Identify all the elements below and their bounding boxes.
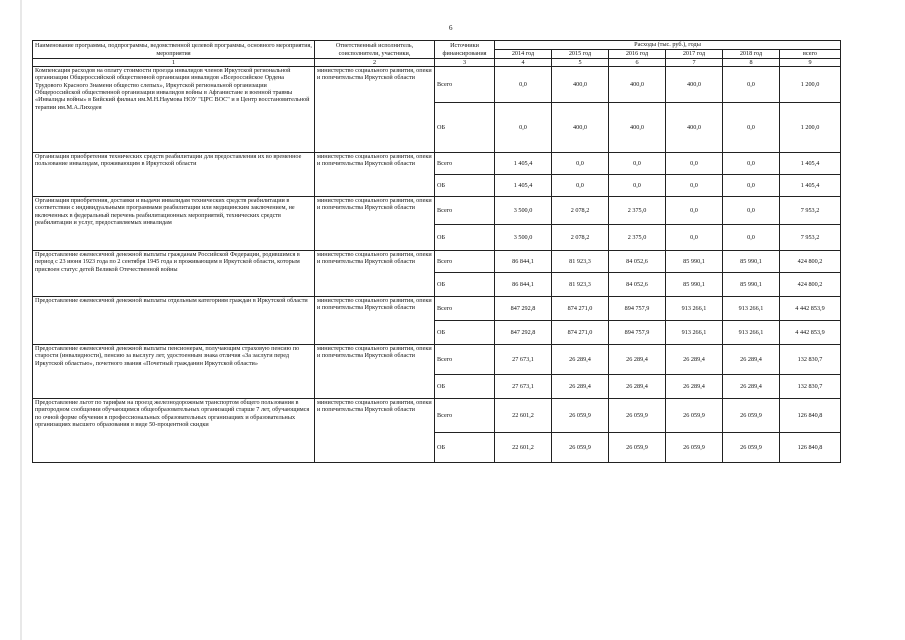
funding-source: ОБ bbox=[435, 321, 495, 345]
expense-value: 85 990,1 bbox=[666, 251, 723, 273]
funding-source: ОБ bbox=[435, 273, 495, 297]
funding-source: ОБ bbox=[435, 103, 495, 153]
funding-source: Всего bbox=[435, 197, 495, 225]
col-number: 4 bbox=[495, 59, 552, 67]
expense-value: 26 059,9 bbox=[723, 433, 780, 463]
expense-value: 400,0 bbox=[666, 103, 723, 153]
expense-value: 0,0 bbox=[666, 197, 723, 225]
responsible-executor: министерство социального развития, опеки и попечительства Иркутской области bbox=[315, 67, 435, 153]
funding-source: Всего bbox=[435, 297, 495, 321]
expense-value: 1 405,4 bbox=[780, 153, 841, 175]
expense-value: 400,0 bbox=[666, 67, 723, 103]
funding-source: ОБ bbox=[435, 375, 495, 399]
expense-value: 0,0 bbox=[723, 197, 780, 225]
expense-value: 26 059,9 bbox=[666, 399, 723, 433]
expense-value: 4 442 853,9 bbox=[780, 297, 841, 321]
expense-value: 85 990,1 bbox=[723, 273, 780, 297]
table-row bbox=[33, 251, 841, 273]
col-number: 3 bbox=[435, 59, 495, 67]
expense-value: 26 059,9 bbox=[666, 433, 723, 463]
expense-value: 894 757,9 bbox=[609, 321, 666, 345]
expense-value: 3 500,0 bbox=[495, 225, 552, 251]
expense-value: 132 830,7 bbox=[780, 345, 841, 375]
col-number: 6 bbox=[609, 59, 666, 67]
expense-value: 0,0 bbox=[666, 175, 723, 197]
expense-value: 84 052,6 bbox=[609, 251, 666, 273]
year-2016: 2016 год bbox=[609, 50, 666, 59]
column-numbers-row bbox=[33, 59, 841, 67]
year-total: всего bbox=[780, 50, 841, 59]
page-number: 6 bbox=[449, 24, 453, 32]
funding-source: ОБ bbox=[435, 225, 495, 251]
header-responsible: Ответственный исполнитель, соисполнители, участники, bbox=[315, 41, 435, 59]
expense-value: 0,0 bbox=[723, 67, 780, 103]
expense-value: 847 292,8 bbox=[495, 297, 552, 321]
header-name: Наименование программы, подпрограммы, ведомственной целевой программы, основного мероприятия, мероприятия bbox=[33, 41, 315, 59]
expense-value: 400,0 bbox=[552, 67, 609, 103]
col-number: 1 bbox=[33, 59, 315, 67]
measure-name: Организация приобретения, доставки и выдачи инвалидам технических средств реабилитации в соответствии с индивидуальными программами реабилитации или медицинским заключением, не включенных в федеральный перечень реабилитационных мероприятий, технических средств реабилитации и услуг, предоставляемых инвалидам bbox=[33, 197, 315, 251]
measure-name: Предоставление ежемесячной денежной выплаты отдельным категориям граждан в Иркутской области bbox=[33, 297, 315, 345]
expense-value: 27 673,1 bbox=[495, 375, 552, 399]
expense-value: 0,0 bbox=[552, 153, 609, 175]
expense-value: 85 990,1 bbox=[666, 273, 723, 297]
table-row bbox=[33, 297, 841, 321]
responsible-executor: министерство социального развития, опеки и попечительства Иркутской области bbox=[315, 251, 435, 297]
expense-value: 913 266,1 bbox=[723, 321, 780, 345]
expense-value: 913 266,1 bbox=[666, 321, 723, 345]
expense-value: 0,0 bbox=[723, 103, 780, 153]
col-number: 5 bbox=[552, 59, 609, 67]
expense-value: 2 375,0 bbox=[609, 225, 666, 251]
col-number: 9 bbox=[780, 59, 841, 67]
expense-value: 894 757,9 bbox=[609, 297, 666, 321]
expense-value: 0,0 bbox=[552, 175, 609, 197]
expense-value: 7 953,2 bbox=[780, 225, 841, 251]
expense-value: 874 271,0 bbox=[552, 321, 609, 345]
responsible-executor: министерство социального развития, опеки и попечительства Иркутской области bbox=[315, 197, 435, 251]
expense-value: 874 271,0 bbox=[552, 297, 609, 321]
expense-value: 0,0 bbox=[666, 225, 723, 251]
funding-source: Всего bbox=[435, 67, 495, 103]
expense-value: 126 840,8 bbox=[780, 433, 841, 463]
expenditure-table bbox=[32, 40, 841, 463]
expense-value: 126 840,8 bbox=[780, 399, 841, 433]
header-source: Источники финансирования bbox=[435, 41, 495, 59]
expense-value: 0,0 bbox=[609, 175, 666, 197]
table-row bbox=[33, 67, 841, 103]
responsible-executor: министерство социального развития, опеки и попечительства Иркутской области bbox=[315, 399, 435, 463]
expense-value: 26 289,4 bbox=[609, 375, 666, 399]
expense-value: 26 059,9 bbox=[723, 399, 780, 433]
expense-value: 26 059,9 bbox=[609, 433, 666, 463]
expense-value: 26 289,4 bbox=[552, 345, 609, 375]
expense-value: 0,0 bbox=[723, 225, 780, 251]
expense-value: 424 800,2 bbox=[780, 251, 841, 273]
expense-value: 26 289,4 bbox=[552, 375, 609, 399]
expense-value: 400,0 bbox=[609, 67, 666, 103]
funding-source: Всего bbox=[435, 153, 495, 175]
expense-value: 85 990,1 bbox=[723, 251, 780, 273]
expense-value: 132 830,7 bbox=[780, 375, 841, 399]
scan-edge bbox=[20, 0, 22, 640]
measure-name: Предоставление ежемесячной денежной выплаты гражданам Российской Федерации, родившимся в период с 23 июня 1923 года по 2 сентября 1945 года и проживающим в Иркутской области, которым присвоен статус детей Великой Отечественной войны bbox=[33, 251, 315, 297]
expense-value: 1 405,4 bbox=[495, 153, 552, 175]
expense-value: 2 375,0 bbox=[609, 197, 666, 225]
expense-value: 847 292,8 bbox=[495, 321, 552, 345]
expense-value: 86 844,1 bbox=[495, 251, 552, 273]
measure-name: Компенсация расходов на оплату стоимости проезда инвалидов членов Иркутской региональной организации Общероссийской общественной организации инвалидов «Всероссийское Ордена Трудового Красного Знамени общество слепых», Иркутской региональной организации Общероссийской общественной организации инвалидов войны в Афганистане и военной травмы «Инвалиды войны» в Бийский филиал им.М.Н.Наумова НОУ "ЦРС ВОС" и в Центр восстановительной терапии им.М.А.Лиходея bbox=[33, 67, 315, 153]
expense-value: 26 059,9 bbox=[552, 399, 609, 433]
year-2018: 2018 год bbox=[723, 50, 780, 59]
expense-value: 26 289,4 bbox=[666, 375, 723, 399]
table-row bbox=[33, 345, 841, 375]
year-2015: 2015 год bbox=[552, 50, 609, 59]
col-number: 7 bbox=[666, 59, 723, 67]
measure-name: Предоставление ежемесячной денежной выплаты пенсионерам, получающим страховую пенсию по старости (инвалидности), пенсию за выслугу лет, удостоенным знака отличия «За заслуги перед Иркутской областью», почетного звания «Почетный гражданин Иркутской области» bbox=[33, 345, 315, 399]
year-2014: 2014 год bbox=[495, 50, 552, 59]
expense-value: 1 405,4 bbox=[495, 175, 552, 197]
expense-value: 424 800,2 bbox=[780, 273, 841, 297]
header-expenses: Расходы (тыс. руб.), годы bbox=[495, 41, 841, 50]
expense-value: 27 673,1 bbox=[495, 345, 552, 375]
responsible-executor: министерство социального развития, опеки и попечительства Иркутской области bbox=[315, 345, 435, 399]
table-row bbox=[33, 197, 841, 225]
header-row bbox=[33, 41, 841, 50]
expense-value: 81 923,3 bbox=[552, 273, 609, 297]
table-row bbox=[33, 153, 841, 175]
funding-source: Всего bbox=[435, 399, 495, 433]
expense-value: 26 289,4 bbox=[609, 345, 666, 375]
expense-value: 0,0 bbox=[495, 103, 552, 153]
expense-value: 22 601,2 bbox=[495, 399, 552, 433]
funding-source: ОБ bbox=[435, 433, 495, 463]
expense-value: 913 266,1 bbox=[723, 297, 780, 321]
expense-value: 2 078,2 bbox=[552, 197, 609, 225]
expense-value: 7 953,2 bbox=[780, 197, 841, 225]
col-number: 8 bbox=[723, 59, 780, 67]
expense-value: 400,0 bbox=[552, 103, 609, 153]
expense-value: 0,0 bbox=[495, 67, 552, 103]
expense-value: 400,0 bbox=[609, 103, 666, 153]
expense-value: 26 289,4 bbox=[666, 345, 723, 375]
year-2017: 2017 год bbox=[666, 50, 723, 59]
col-number: 2 bbox=[315, 59, 435, 67]
expense-value: 22 601,2 bbox=[495, 433, 552, 463]
funding-source: Всего bbox=[435, 345, 495, 375]
expense-value: 1 200,0 bbox=[780, 67, 841, 103]
expense-value: 1 405,4 bbox=[780, 175, 841, 197]
expense-value: 84 052,6 bbox=[609, 273, 666, 297]
expense-value: 26 289,4 bbox=[723, 345, 780, 375]
expense-value: 81 923,3 bbox=[552, 251, 609, 273]
expense-value: 26 289,4 bbox=[723, 375, 780, 399]
expense-value: 3 500,0 bbox=[495, 197, 552, 225]
expense-value: 0,0 bbox=[609, 153, 666, 175]
expense-value: 26 059,9 bbox=[552, 433, 609, 463]
expense-value: 86 844,1 bbox=[495, 273, 552, 297]
responsible-executor: министерство социального развития, опеки и попечительства Иркутской области bbox=[315, 153, 435, 197]
expense-value: 0,0 bbox=[723, 153, 780, 175]
responsible-executor: министерство социального развития, опеки и попечительства Иркутской области bbox=[315, 297, 435, 345]
expense-value: 0,0 bbox=[666, 153, 723, 175]
expense-value: 2 078,2 bbox=[552, 225, 609, 251]
expense-value: 1 200,0 bbox=[780, 103, 841, 153]
measure-name: Организация приобретения технических средств реабилитации для предоставления их во временное пользование инвалидам, проживающим в Иркутской области bbox=[33, 153, 315, 197]
expense-value: 0,0 bbox=[723, 175, 780, 197]
funding-source: Всего bbox=[435, 251, 495, 273]
expense-value: 913 266,1 bbox=[666, 297, 723, 321]
funding-source: ОБ bbox=[435, 175, 495, 197]
measure-name: Предоставление льгот по тарифам на проезд железнодорожным транспортом общего пользования в пригородном сообщении обучающимся общеобразовательных организаций старше 7 лет, обучающимся по очной форме обучения в профессиональных образовательных организациях и образовательных организациях высшего образования в виде 50-процентной скидки bbox=[33, 399, 315, 463]
table-row bbox=[33, 399, 841, 433]
expense-value: 26 059,9 bbox=[609, 399, 666, 433]
expense-value: 4 442 853,9 bbox=[780, 321, 841, 345]
